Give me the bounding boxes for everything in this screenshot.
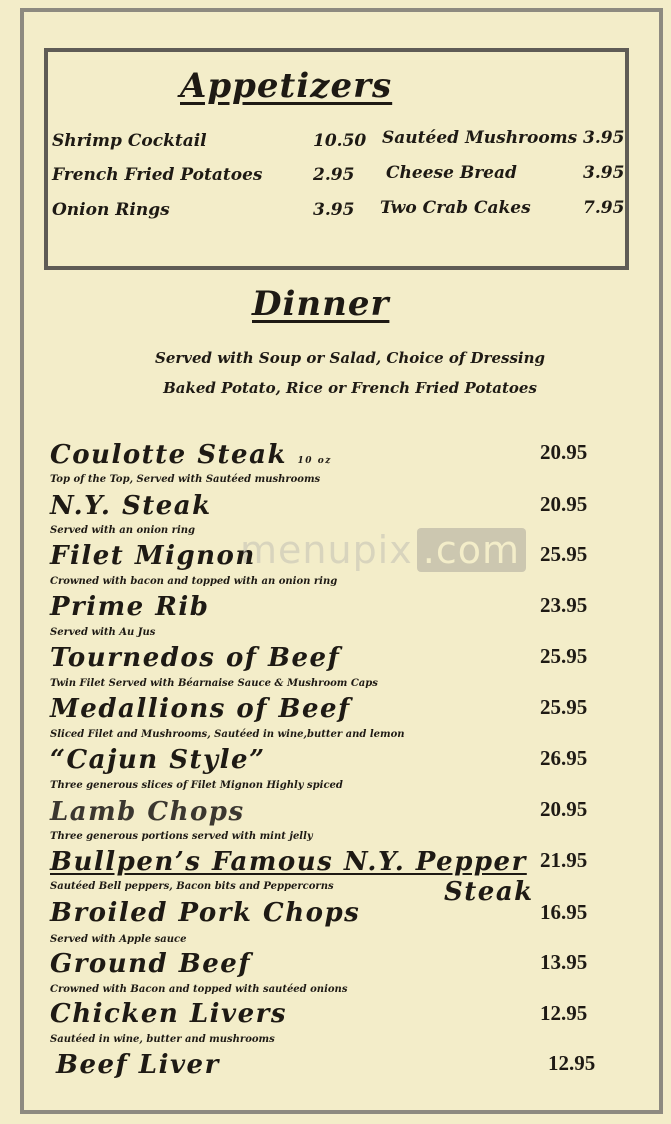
- dinner-item-name: Medallions of Beef: [50, 694, 351, 724]
- dinner-item-name: Lamb Chops: [50, 797, 245, 827]
- appetizer-name: Onion Rings: [52, 200, 170, 220]
- appetizer-name: Two Crab Cakes: [380, 198, 531, 218]
- dinner-item-price: 25.95: [540, 542, 588, 566]
- dinner-item-desc: Served with Au Jus: [50, 627, 156, 638]
- appetizer-price: 7.95: [583, 198, 625, 218]
- dinner-subtitle-line1: Served with Soup or Salad, Choice of Dressing: [155, 349, 545, 367]
- dinner-item-price: 13.95: [540, 950, 588, 974]
- dinner-item-name: Chicken Livers: [50, 999, 287, 1029]
- dinner-item-desc: Served with Apple sauce: [50, 934, 187, 945]
- appetizer-price: 3.95: [313, 200, 355, 220]
- dinner-item-name: Bullpen’s Famous N.Y. Pepper: [50, 847, 527, 877]
- dinner-item-price: 12.95: [540, 1001, 588, 1025]
- dinner-item-name: Tournedos of Beef: [50, 643, 341, 673]
- watermark: [240, 528, 526, 572]
- dinner-item-desc: Twin Filet Served with Béarnaise Sauce & Mushroom Caps: [50, 678, 378, 689]
- appetizer-price: 10.50: [313, 131, 367, 151]
- dinner-item-desc: Crowned with bacon and topped with an onion ring: [50, 576, 338, 587]
- dinner-item-name-suffix: Steak: [444, 877, 534, 907]
- appetizer-name: Cheese Bread: [386, 163, 517, 183]
- dinner-item-name: Prime Rib: [50, 592, 210, 622]
- dinner-item-desc: Three generous portions served with mint jelly: [50, 831, 313, 842]
- dinner-item-name: Ground Beef: [50, 949, 252, 979]
- watermark-tld: .com: [417, 528, 526, 572]
- appetizer-name: French Fried Potatoes: [52, 165, 263, 185]
- dinner-item-price: 26.95: [540, 746, 588, 770]
- dinner-item-name: “Cajun Style”: [50, 745, 266, 775]
- dinner-item-name: N.Y. Steak: [50, 491, 212, 521]
- dinner-item-price: 20.95: [540, 492, 588, 516]
- dinner-title: Dinner: [252, 284, 390, 324]
- dinner-item-price: 25.95: [540, 644, 588, 668]
- dinner-item-price: 12.95: [548, 1051, 596, 1075]
- appetizer-name: Sautéed Mushrooms: [382, 128, 578, 148]
- dinner-item-desc: Served with an onion ring: [50, 525, 195, 536]
- appetizer-price: 3.95: [583, 163, 625, 183]
- dinner-item-price: 20.95: [540, 797, 588, 821]
- appetizer-name: Shrimp Cocktail: [52, 131, 207, 151]
- dinner-item-price: 20.95: [540, 440, 588, 464]
- dinner-item-desc: Top of the Top, Served with Sautéed mushrooms: [50, 474, 321, 485]
- dinner-item-name: [50, 440, 332, 470]
- appetizer-price: 2.95: [313, 165, 355, 185]
- appetizers-title: Appetizers: [180, 66, 393, 106]
- dinner-item-name: Broiled Pork Chops: [50, 898, 361, 928]
- dinner-item-price: 25.95: [540, 695, 588, 719]
- dinner-item-name: Beef Liver: [56, 1050, 220, 1080]
- dinner-item-desc: Three generous slices of Filet Mignon Highly spiced: [50, 780, 343, 791]
- dinner-item-name: Filet Mignon: [50, 541, 256, 571]
- dinner-item-desc: Crowned with Bacon and topped with sautéed onions: [50, 984, 348, 995]
- dinner-item-price: 21.95: [540, 848, 588, 872]
- watermark-text: menupix: [240, 528, 413, 572]
- dinner-item-desc: Sautéed in wine, butter and mushrooms: [50, 1034, 275, 1045]
- dinner-subtitle-line2: Baked Potato, Rice or French Fried Potatoes: [163, 379, 537, 397]
- dinner-item-price: 23.95: [540, 593, 588, 617]
- dinner-item-price: 16.95: [540, 900, 588, 924]
- appetizer-price: 3.95: [583, 128, 625, 148]
- dinner-item-desc: Sautéed Bell peppers, Bacon bits and Peppercorns: [50, 881, 334, 892]
- dinner-item-name-text: Coulotte Steak: [50, 440, 287, 470]
- dinner-item-desc: Sliced Filet and Mushrooms, Sautéed in wine,butter and lemon: [50, 729, 405, 740]
- dinner-item-note: 10 oz: [297, 456, 332, 466]
